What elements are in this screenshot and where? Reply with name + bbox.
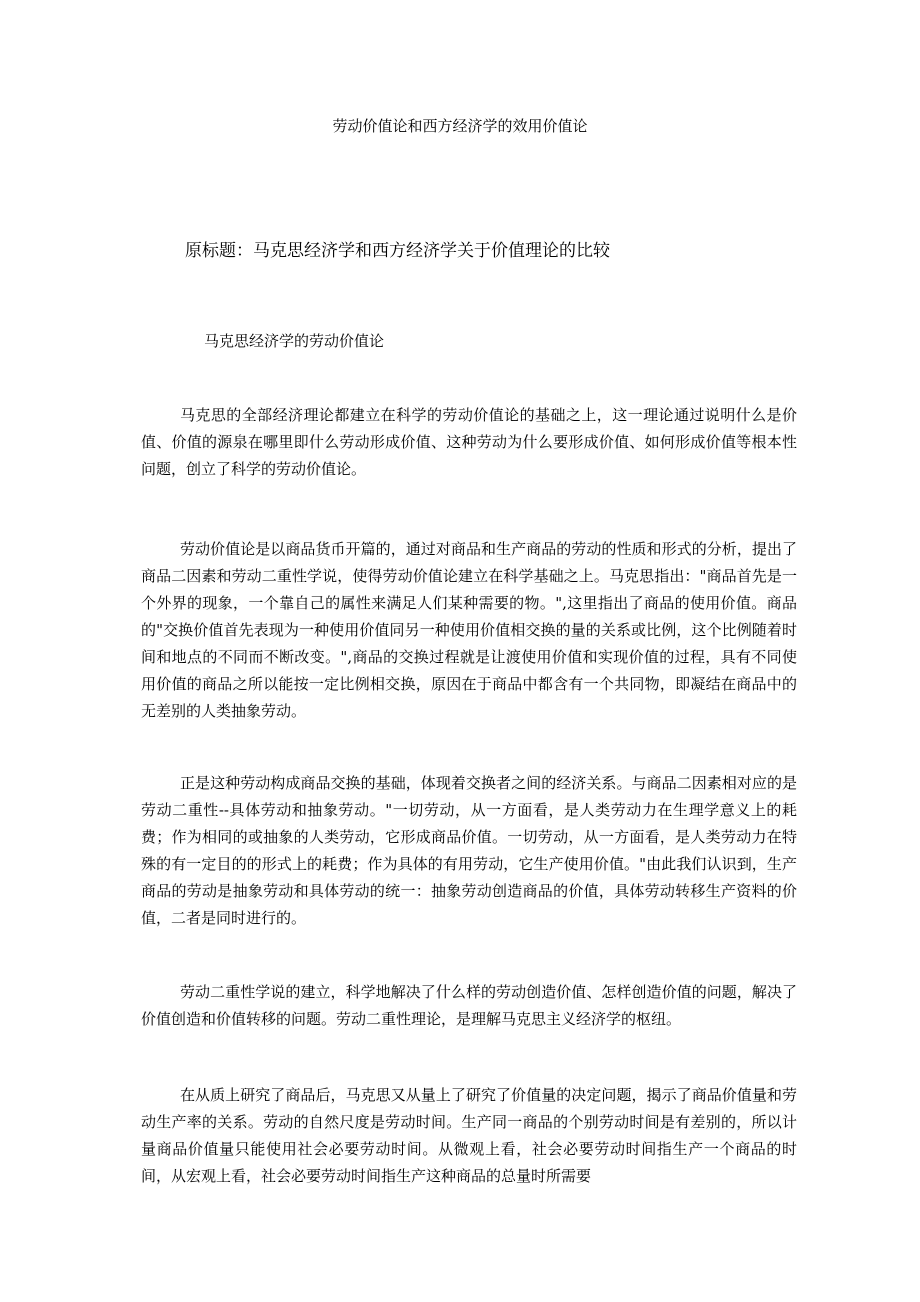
document-title: 劳动价值论和西方经济学的效用价值论	[332, 117, 588, 135]
section-heading: 马克思经济学的劳动价值论	[204, 332, 385, 350]
paragraph: 在从质上研究了商品后，马克思又从量上了研究了价值量的决定问题，揭示了商品价值量和劳动生产率的关系。劳动的自然尺度是劳动时间。生产同一商品的个别劳动时间是有差别的，所以计量商品价值量只能使用社会必要劳动时间。从微观上看，社会必要劳动时间指生产一个商品的时间，从宏观上看，社会必要劳动时间指生产这种商品的总量时所需要	[141, 1086, 797, 1185]
paragraph: 劳动价值论是以商品货币开篇的，通过对商品和生产商品的劳动的性质和形式的分析，提出了商品二因素和劳动二重性学说，使得劳动价值论建立在科学基础之上。马克思指出："商品首先是一个外界的现象，一个靠自己的属性来满足人们某种需要的物。",这里指出了商品的使用价值。商品的"交换价值首先表现为一种使用价值同另一种使用价值相交换的量的关系或比例，这个比例随着时间和地点的不同而不断改变。",商品的交换过程就是让渡使用价值和实现价值的过程，具有不同使用价值的商品之所以能按一定比例相交换，原因在于商品中都含有一个共同物，即凝结在商品中的无差别的人类抽象劳动。	[141, 540, 797, 720]
paragraph: 马克思的全部经济理论都建立在科学的劳动价值论的基础之上，这一理论通过说明什么是价值、价值的源泉在哪里即什么劳动形成价值、这种劳动为什么要形成价值、如何形成价值等根本性问题，创立了科学的劳动价值论。	[141, 406, 797, 478]
paragraph: 正是这种劳动构成商品交换的基础，体现着交换者之间的经济关系。与商品二因素相对应的是劳动二重性--具体劳动和抽象劳动。"一切劳动，从一方面看，是人类劳动力在生理学意义上的耗费；作为相同的或抽象的人类劳动，它形成商品价值。一切劳动，从一方面看，是人类劳动力在特殊的有一定目的的形式上的耗费；作为具体的有用劳动，它生产使用价值。"由此我们认识到，生产商品的劳动是抽象劳动和具体劳动的统一：抽象劳动创造商品的价值，具体劳动转移生产资料的价值，二者是同时进行的。	[141, 774, 797, 927]
original-title: 原标题：马克思经济学和西方经济学关于价值理论的比较	[185, 241, 610, 261]
paragraph: 劳动二重性学说的建立，科学地解决了什么样的劳动创造价值、怎样创造价值的问题，解决了价值创造和价值转移的问题。劳动二重性理论，是理解马克思主义经济学的枢纽。	[141, 983, 797, 1028]
